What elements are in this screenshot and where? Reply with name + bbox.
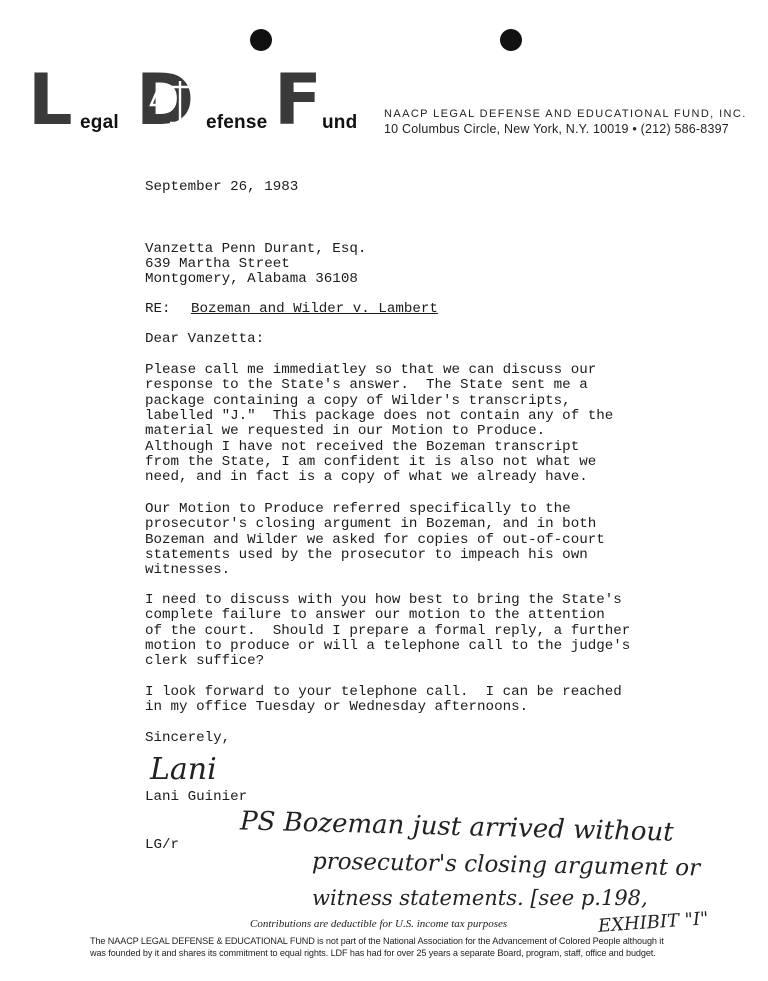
signer-name: Lani Guinier [145,789,248,805]
logo-word-egal: egal [80,112,119,133]
recipient-name: Vanzetta Penn Durant, Esq. [145,241,367,257]
text-line: Although I have not received the Bozeman transcript [145,439,580,455]
typist-initials: LG/r [145,837,180,853]
handwritten-line: witness statements. [see p.198, [312,886,648,910]
text-line: I look forward to your telephone call. I can be reached [145,684,622,700]
text-line: prosecutor's closing argument in Bozeman, and in both [145,516,597,532]
punch-hole-left [250,29,272,51]
disclaimer-line: was founded by it and shares its commitment to equal rights. LDF has had for over 25 years a separate Board, program, staff, office and budget. [90,947,656,958]
handwritten-line: PS Bozeman just arrived without [239,806,675,848]
organization-name: NAACP LEGAL DEFENSE AND EDUCATIONAL FUND, INC. [384,108,747,120]
text-line: need, and in fact is a copy of what we already have. [145,469,588,485]
text-line: Please call me immediatley so that we can discuss our [145,362,597,378]
disclaimer-line: The NAACP LEGAL DEFENSE & EDUCATIONAL FUND is not part of the National Association for the Advancement of Colored People although it [90,936,664,946]
letter-date: September 26, 1983 [145,179,299,195]
ldf-logo [28,59,363,141]
text-line: package containing a copy of Wilder's transcripts, [145,393,571,409]
text-line: clerk suffice? [145,653,265,669]
text-line: witnesses. [145,562,231,578]
text-line: statements used by the prosecutor to impeach his own [145,547,588,563]
logo-letter-l: L [28,59,73,141]
recipient-city: Montgomery, Alabama 36108 [145,271,358,287]
text-line: Our Motion to Produce referred specifically to the [145,501,571,517]
organization-address: 10 Columbus Circle, New York, N.Y. 10019 • (212) 586-8397 [384,122,729,136]
logo-word-und: und [322,112,358,133]
punch-hole-right [500,29,522,51]
footer-disclaimer [90,936,690,959]
signature: Lani [150,752,217,787]
text-line: from the State, I am confident it is also not what we [145,454,597,470]
text-line: I need to discuss with you how best to bring the State's [145,592,622,608]
text-line: in my office Tuesday or Wednesday afternoons. [145,699,529,715]
organization-header [384,108,747,136]
re-label: RE: [145,301,171,317]
text-line: labelled "J." This package does not contain any of the [145,408,614,424]
closing: Sincerely, [145,730,231,746]
text-line: response to the State's answer. The State sent me a [145,377,588,393]
text-line: motion to produce or will a telephone call to the judge's [145,638,631,654]
text-line: material we requested in our Motion to Produce. [145,423,546,439]
logo-word-efense: efense [206,112,268,133]
tax-deductible-note: Contributions are deductible for U.S. income tax purposes [250,918,508,930]
scales-of-justice-icon [148,77,212,129]
handwritten-line: prosecutor's closing argument or [311,848,701,882]
salutation: Dear Vanzetta: [145,331,265,347]
recipient-street: 639 Martha Street [145,256,290,272]
text-line: Bozeman and Wilder we asked for copies of out-of-court [145,532,605,548]
re-subject: Bozeman and Wilder v. Lambert [191,301,438,317]
text-line: complete failure to answer our motion to the attention [145,607,605,623]
exhibit-mark: EXHIBIT "I" [597,908,710,937]
logo-letter-f: F [274,59,322,141]
logo-letter-d: D [136,59,195,141]
text-line: of the court. Should I prepare a formal reply, a further [145,623,631,639]
